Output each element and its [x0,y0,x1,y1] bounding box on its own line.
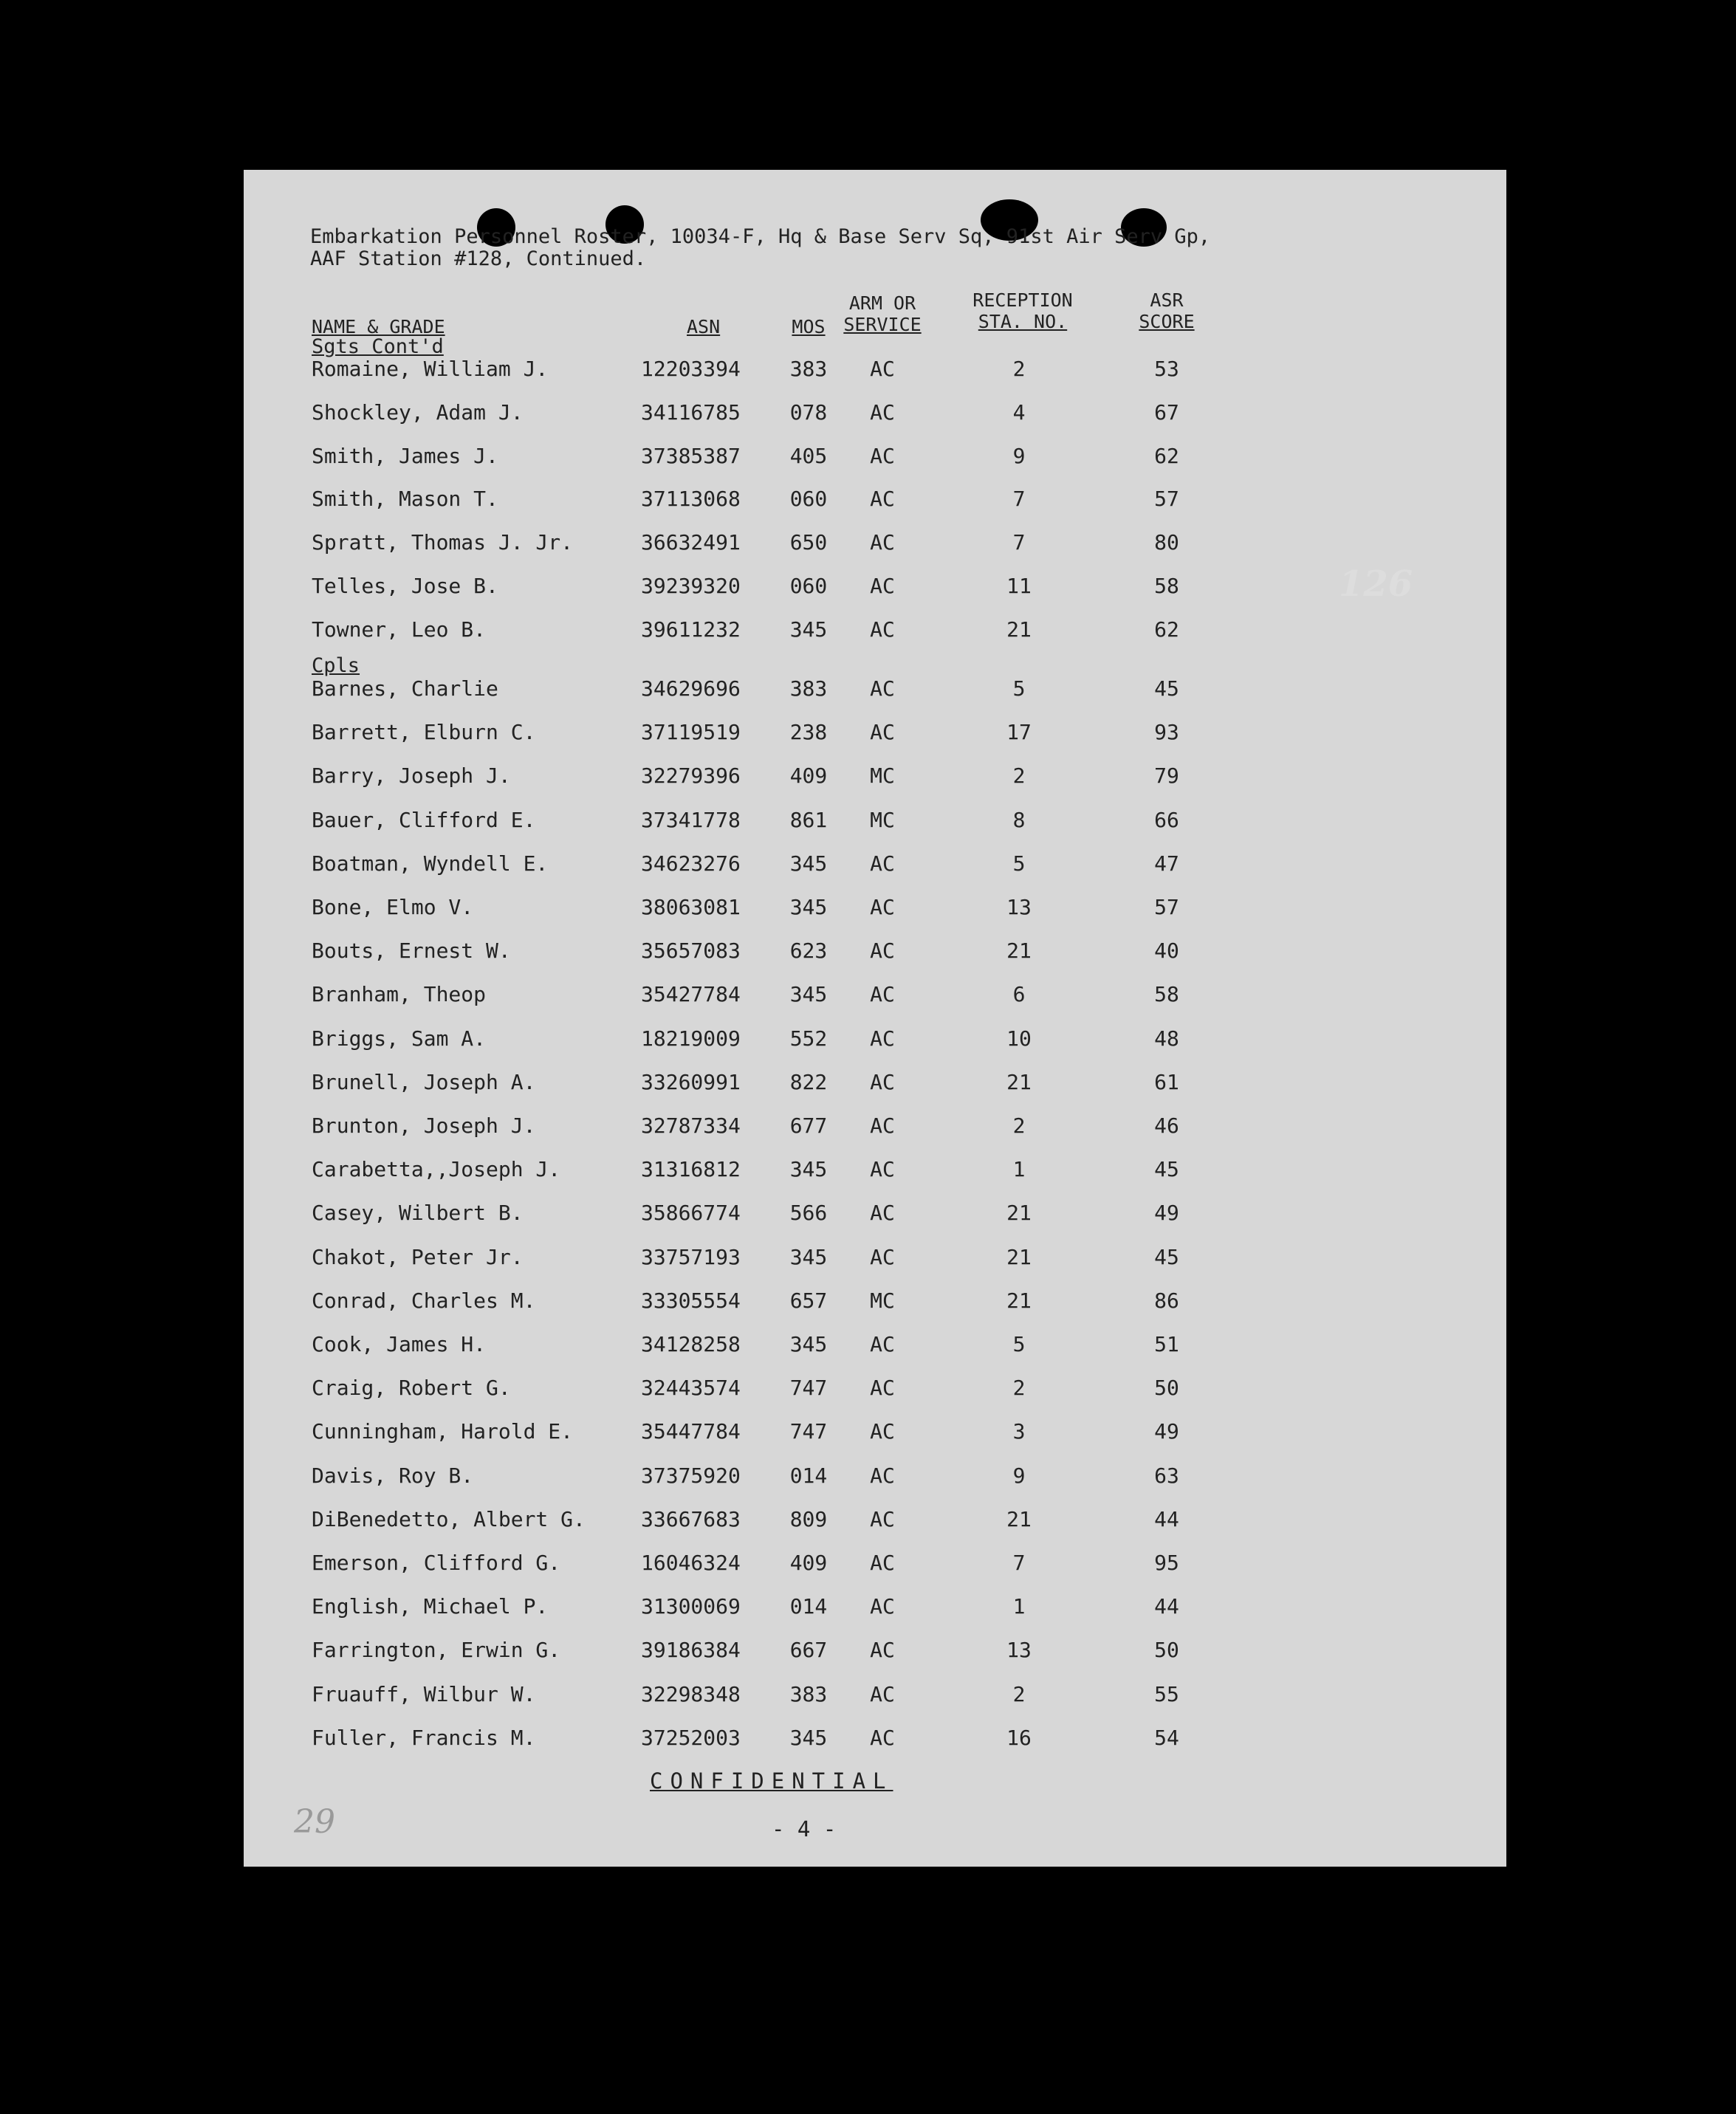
cell-asn: 16046324 [641,1551,741,1575]
cell-arm: AC [870,895,895,919]
cell-arm: AC [870,1638,895,1663]
cell-asn: 31300069 [641,1594,741,1619]
table-row [244,1201,1506,1230]
cell-station: 7 [1012,530,1026,555]
cell-station: 11 [1006,574,1032,598]
cell-arm: AC [870,1069,895,1094]
cell-name: Carabetta,,Joseph J. [312,1157,561,1182]
cell-name: Bauer, Clifford E. [312,807,536,832]
cell-score: 66 [1154,807,1179,832]
cell-mos: 345 [789,617,828,642]
cell-asn: 35657083 [641,938,741,964]
cell-mos: 014 [789,1463,828,1488]
cell-arm: AC [870,1332,895,1356]
cell-score: 50 [1154,1638,1179,1663]
cell-arm: AC [870,938,895,964]
cell-score: 44 [1154,1506,1179,1531]
table-row [244,1551,1506,1580]
cell-mos: 409 [789,763,828,789]
cell-asn: 37341778 [641,807,741,832]
cell-arm: MC [870,763,895,789]
cell-asn: 12203394 [641,357,741,381]
cell-mos: 861 [789,807,828,832]
cell-name: Branham, Theop [312,982,487,1007]
cell-score: 57 [1154,895,1179,919]
cell-mos: 060 [789,487,828,512]
table-row [244,1288,1506,1318]
cell-station: 2 [1012,1681,1026,1706]
table-row [244,720,1506,749]
cell-arm: AC [870,487,895,512]
cell-score: 58 [1154,574,1179,598]
cell-score: 50 [1154,1376,1179,1401]
cell-mos: 060 [789,574,828,598]
cell-mos: 383 [789,1681,828,1706]
cell-asn: 37113068 [641,487,741,512]
section-label-cpls: Cpls [312,654,360,677]
cell-name: English, Michael P. [312,1594,549,1619]
cell-score: 62 [1154,443,1179,468]
cell-mos: 345 [789,982,828,1007]
table-row [244,895,1506,924]
cell-arm: AC [870,617,895,642]
cell-score: 62 [1154,617,1179,642]
cell-asn: 36632491 [641,530,741,555]
document-header [310,226,1210,270]
cell-mos: 383 [789,676,828,701]
cell-name: Barry, Joseph J. [312,763,511,789]
cell-mos: 657 [789,1288,828,1313]
table-row [244,938,1506,968]
cell-score: 93 [1154,720,1179,745]
cell-station: 17 [1006,720,1032,745]
table-row [244,1070,1506,1099]
table-row [244,1332,1506,1362]
cell-mos: 405 [789,443,828,468]
table-row [244,1463,1506,1493]
cell-name: Fruauff, Wilbur W. [312,1681,536,1706]
cell-arm: AC [870,399,895,425]
cell-station: 7 [1012,487,1026,512]
cell-name: Chakot, Peter Jr. [312,1244,524,1269]
cell-arm: MC [870,807,895,832]
cell-arm: AC [870,1681,895,1706]
cell-asn: 39611232 [641,617,741,642]
table-row [244,574,1506,603]
header-line-1: Embarkation Personnel Roster, 10034-F, Hq & Base Serv Sq, 91st Air Serv Gp, [310,225,1211,248]
cell-mos: 078 [789,399,828,425]
cell-asn: 37385387 [641,443,741,468]
cell-name: Briggs, Sam A. [312,1026,487,1051]
cell-name: Cook, James H. [312,1332,487,1356]
cell-station: 1 [1012,1594,1026,1619]
cell-mos: 345 [789,1332,828,1356]
cell-name: Barnes, Charlie [312,676,498,701]
cell-arm: AC [870,1551,895,1575]
cell-mos: 238 [789,720,828,745]
cell-score: 45 [1154,1157,1179,1182]
cell-name: Cunningham, Harold E. [312,1419,574,1444]
cell-score: 95 [1154,1551,1179,1575]
cell-score: 79 [1154,763,1179,789]
cell-name: Davis, Roy B. [312,1463,474,1488]
table-row [244,1507,1506,1537]
table-row [244,1376,1506,1405]
document-page [244,170,1506,1867]
table-row [244,1026,1506,1056]
cell-station: 5 [1012,1332,1026,1356]
cell-station: 21 [1006,938,1032,964]
cell-station: 1 [1012,1157,1026,1182]
table-row [244,676,1506,706]
cell-name: Spratt, Thomas J. Jr. [312,530,574,555]
table-row [244,487,1506,516]
table-row [244,1419,1506,1449]
cell-arm: AC [870,1113,895,1138]
cell-asn: 32279396 [641,763,741,789]
cell-station: 9 [1012,1463,1026,1488]
cell-station: 6 [1012,982,1026,1007]
cell-arm: AC [870,1026,895,1051]
table-row [244,982,1506,1012]
cell-station: 2 [1012,1113,1026,1138]
cell-name: Smith, Mason T. [312,487,498,512]
cell-station: 5 [1012,676,1026,701]
cell-score: 80 [1154,530,1179,555]
cell-station: 4 [1012,399,1026,425]
table-row [244,1245,1506,1274]
cell-score: 44 [1154,1594,1179,1619]
cell-station: 5 [1012,851,1026,876]
handwritten-note: 29 [294,1803,335,1841]
column-header-asr: ASR SCORE [1139,289,1195,332]
table-row [244,617,1506,647]
cell-score: 86 [1154,1288,1179,1313]
cell-station: 10 [1006,1026,1032,1051]
cell-name: Boatman, Wyndell E. [312,851,549,876]
cell-name: Fuller, Francis M. [312,1725,536,1750]
cell-asn: 35447784 [641,1419,741,1444]
cell-mos: 345 [789,1725,828,1750]
cell-score: 57 [1154,487,1179,512]
cell-score: 45 [1154,1244,1179,1269]
cell-asn: 33757193 [641,1244,741,1269]
cell-station: 21 [1006,1201,1032,1226]
cell-station: 21 [1006,1244,1032,1269]
cell-score: 40 [1154,938,1179,964]
cell-score: 46 [1154,1113,1179,1138]
cell-mos: 383 [789,357,828,381]
table-row [244,1594,1506,1624]
cell-score: 45 [1154,676,1179,701]
cell-station: 21 [1006,1288,1032,1313]
cell-arm: AC [870,676,895,701]
cell-arm: AC [870,1419,895,1444]
page-number: - 4 - [772,1816,837,1842]
cell-name: Farrington, Erwin G. [312,1638,561,1663]
table-row [244,1638,1506,1667]
cell-station: 16 [1006,1725,1032,1750]
cell-mos: 345 [789,895,828,919]
cell-asn: 32443574 [641,1376,741,1401]
cell-arm: AC [870,1463,895,1488]
cell-name: DiBenedetto, Albert G. [312,1506,586,1531]
cell-arm: AC [870,1506,895,1531]
cell-mos: 345 [789,1244,828,1269]
cell-arm: AC [870,982,895,1007]
cell-asn: 37252003 [641,1725,741,1750]
cell-mos: 552 [789,1026,828,1051]
cell-score: 51 [1154,1332,1179,1356]
cell-arm: AC [870,1244,895,1269]
cell-mos: 345 [789,1157,828,1182]
cell-asn: 32787334 [641,1113,741,1138]
cell-score: 48 [1154,1026,1179,1051]
cell-arm: AC [870,720,895,745]
cell-asn: 33305554 [641,1288,741,1313]
cell-asn: 34629696 [641,676,741,701]
table-row [244,357,1506,386]
column-header-name: NAME & GRADE [312,316,445,337]
confidential-label: CONFIDENTIAL [650,1768,893,1794]
cell-station: 9 [1012,443,1026,468]
cell-name: Bouts, Ernest W. [312,938,511,964]
cell-name: Smith, James J. [312,443,498,468]
cell-station: 8 [1012,807,1026,832]
cell-mos: 809 [789,1506,828,1531]
cell-mos: 014 [789,1594,828,1619]
cell-asn: 39186384 [641,1638,741,1663]
cell-mos: 677 [789,1113,828,1138]
table-row [244,1157,1506,1187]
section-label-sgts: Sgts Cont'd [312,335,444,358]
cell-station: 13 [1006,1638,1032,1663]
cell-arm: AC [870,530,895,555]
cell-name: Romaine, William J. [312,357,549,381]
cell-score: 55 [1154,1681,1179,1706]
cell-asn: 35866774 [641,1201,741,1226]
cell-arm: AC [870,443,895,468]
cell-station: 2 [1012,357,1026,381]
table-row [244,851,1506,881]
cell-name: Craig, Robert G. [312,1376,511,1401]
cell-asn: 35427784 [641,982,741,1007]
cell-name: Brunell, Joseph A. [312,1069,536,1094]
cell-name: Barrett, Elburn C. [312,720,536,745]
table-row [244,1682,1506,1712]
cell-station: 21 [1006,1506,1032,1531]
cell-score: 58 [1154,982,1179,1007]
cell-arm: AC [870,1725,895,1750]
column-header-mos: MOS [792,316,826,337]
table-row [244,530,1506,560]
cell-arm: AC [870,1201,895,1226]
cell-mos: 409 [789,1551,828,1575]
cell-station: 2 [1012,763,1026,789]
cell-mos: 747 [789,1419,828,1444]
cell-asn: 39239320 [641,574,741,598]
cell-asn: 37375920 [641,1463,741,1488]
column-header-reception: RECEPTION STA. NO. [972,289,1073,332]
cell-name: Conrad, Charles M. [312,1288,536,1313]
table-row [244,763,1506,793]
cell-arm: AC [870,1376,895,1401]
cell-arm: MC [870,1288,895,1313]
cell-mos: 747 [789,1376,828,1401]
table-row [244,808,1506,837]
cell-asn: 38063081 [641,895,741,919]
cell-asn: 33260991 [641,1069,741,1094]
table-row [244,1726,1506,1755]
cell-score: 53 [1154,357,1179,381]
cell-station: 21 [1006,617,1032,642]
cell-name: Brunton, Joseph J. [312,1113,536,1138]
column-header-arm: ARM OR SERVICE [843,292,922,335]
cell-score: 67 [1154,399,1179,425]
cell-name: Telles, Jose B. [312,574,498,598]
cell-score: 61 [1154,1069,1179,1094]
cell-station: 3 [1012,1419,1026,1444]
cell-score: 49 [1154,1201,1179,1226]
column-header-asn: ASN [687,316,721,337]
cell-name: Emerson, Clifford G. [312,1551,561,1575]
cell-station: 7 [1012,1551,1026,1575]
cell-mos: 566 [789,1201,828,1226]
cell-station: 13 [1006,895,1032,919]
table-row [244,444,1506,473]
cell-name: Bone, Elmo V. [312,895,474,919]
cell-arm: AC [870,851,895,876]
cell-name: Shockley, Adam J. [312,399,524,425]
cell-score: 63 [1154,1463,1179,1488]
cell-mos: 623 [789,938,828,964]
cell-asn: 33667683 [641,1506,741,1531]
cell-station: 21 [1006,1069,1032,1094]
cell-asn: 34116785 [641,399,741,425]
cell-score: 49 [1154,1419,1179,1444]
cell-name: Towner, Leo B. [312,617,487,642]
header-line-2: AAF Station #128, Continued. [310,247,647,270]
cell-station: 2 [1012,1376,1026,1401]
cell-arm: AC [870,1594,895,1619]
cell-asn: 18219009 [641,1026,741,1051]
cell-arm: AC [870,574,895,598]
cell-score: 47 [1154,851,1179,876]
cell-mos: 650 [789,530,828,555]
cell-score: 54 [1154,1725,1179,1750]
frame-stamp: 126 [1339,563,1413,605]
cell-asn: 34623276 [641,851,741,876]
cell-mos: 667 [789,1638,828,1663]
cell-asn: 32298348 [641,1681,741,1706]
cell-asn: 37119519 [641,720,741,745]
table-row [244,400,1506,430]
cell-mos: 345 [789,851,828,876]
cell-asn: 34128258 [641,1332,741,1356]
cell-asn: 31316812 [641,1157,741,1182]
table-row [244,1113,1506,1143]
cell-mos: 822 [789,1069,828,1094]
cell-name: Casey, Wilbert B. [312,1201,524,1226]
cell-arm: AC [870,357,895,381]
cell-arm: AC [870,1157,895,1182]
